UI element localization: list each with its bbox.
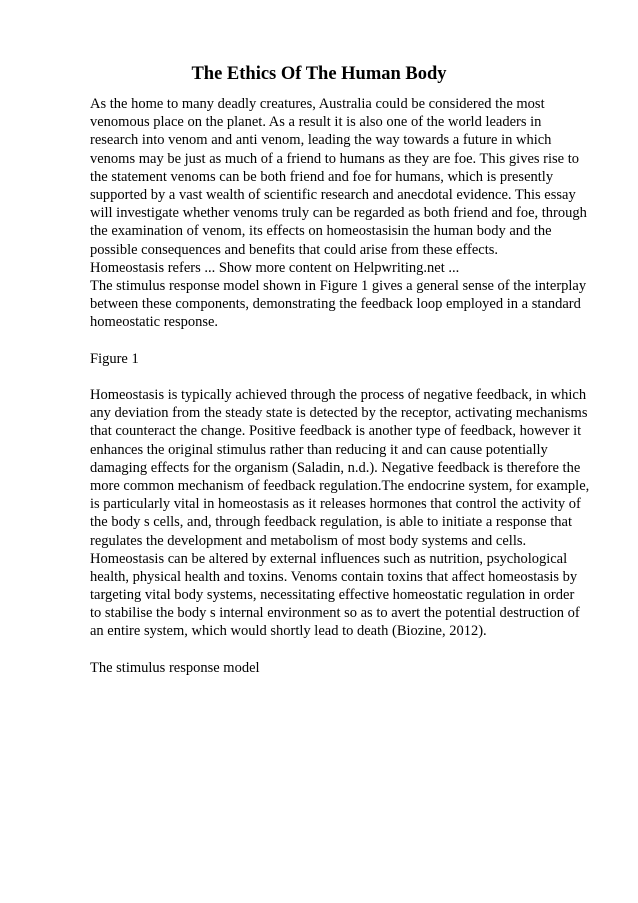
paragraph-spacer xyxy=(90,641,605,659)
text-line: an entire system, which would shortly lead to death (Biozine, 2012). xyxy=(90,623,487,640)
text-line: the examination of venom, its effects on homeostasisin the human body and the xyxy=(90,223,552,240)
text-line: possible consequences and benefits that could arise from these effects. xyxy=(90,241,499,258)
closing-label: The stimulus response model xyxy=(90,659,260,676)
text-line: supported by a vast wealth of scientific research and anecdotal evidence. This essay xyxy=(90,186,576,203)
text-line: The stimulus response model shown in Figure 1 gives a general sense of the interplay xyxy=(90,277,587,294)
text-line: Homeostasis refers ... Show more content on Helpwriting.net ... xyxy=(90,259,460,276)
paragraph-spacer xyxy=(90,368,605,386)
text-line: the statement venoms can be both friend and foe for humans, which is presently xyxy=(90,168,554,185)
text-line: Homeostasis can be altered by external influences such as nutrition, psychological xyxy=(90,550,568,567)
text-line: will investigate whether venoms truly can be regarded as both friend and foe, through xyxy=(90,205,587,222)
text-line: damaging effects for the organism (Saladin, n.d.). Negative feedback is therefore the xyxy=(90,459,581,476)
text-line: more common mechanism of feedback regulation.The endocrine system, for example, xyxy=(90,477,590,494)
document-title: The Ethics Of The Human Body xyxy=(191,64,447,84)
text-line: the body s cells, and, through feedback regulation, is able to initiate a response that xyxy=(90,514,572,531)
paragraph-intro xyxy=(90,95,605,331)
text-line: enhances the original stimulus rather than reducing it and can cause potentially xyxy=(90,441,548,458)
text-line: health, physical health and toxins. Venoms contain toxins that affect homeostasis by xyxy=(90,568,578,585)
text-line: homeostatic response. xyxy=(90,314,219,331)
text-line: regulates the development and metabolism of most body systems and cells. xyxy=(90,532,527,549)
text-line: targeting vital body systems, necessitating effective homeostatic regulation in order xyxy=(90,587,575,604)
figure-label: Figure 1 xyxy=(90,350,139,367)
text-line: between these components, demonstrating the feedback loop employed in a standard xyxy=(90,296,581,313)
paragraph-homeostasis xyxy=(90,386,605,641)
document-body xyxy=(90,95,605,677)
text-line: venomous place on the planet. As a result it is also one of the world leaders in xyxy=(90,114,542,131)
paragraph-spacer xyxy=(90,331,605,349)
text-line: Homeostasis is typically achieved through the process of negative feedback, in which xyxy=(90,387,587,403)
text-line: any deviation from the steady state is detected by the receptor, activating mechanisms xyxy=(90,405,588,422)
text-line: is particularly vital in homeostasis as it releases hormones that control the activity of xyxy=(90,496,581,513)
text-line: venoms may be just as much of a friend to humans as they are foe. This gives rise to xyxy=(90,150,579,167)
text-line: research into venom and anti venom, leading the way towards a future in which xyxy=(90,132,552,149)
text-line: to stabilise the body s internal environment so as to avert the potential destruction of xyxy=(90,605,580,622)
text-line: that counteract the change. Positive feedback is another type of feedback, however it xyxy=(90,423,582,440)
text-line: As the home to many deadly creatures, Australia could be considered the most xyxy=(90,96,545,112)
